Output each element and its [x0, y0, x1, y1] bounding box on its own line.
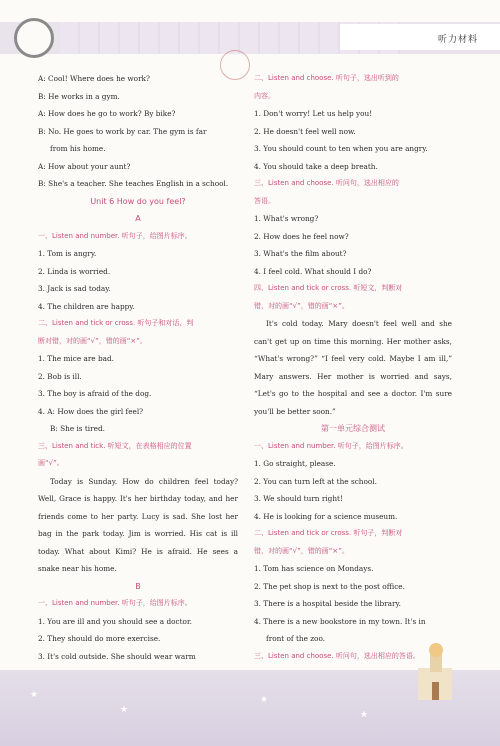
left-text-line: 2. Bob is ill. — [38, 371, 82, 381]
right-text-line: 错，对的画“√”，错的画“×”。 — [254, 546, 349, 555]
left-column — [38, 70, 238, 700]
left-text-line: 4. A: How does the girl feel? — [38, 406, 144, 416]
left-text-line: A: How about your aunt? — [38, 161, 131, 171]
right-text-line: 4. You should take a deep breath. — [254, 161, 378, 171]
left-text-line: 一、Listen and number. 听句子，给图片标序。 — [38, 231, 192, 240]
left-text-line: Unit 6 How do you feel? — [90, 196, 186, 206]
star-icon: ★ — [120, 705, 129, 715]
left-text-line: B: He works in a gym. — [38, 91, 120, 101]
left-text-line: 1. You are ill and you should see a doctor. — [38, 616, 192, 626]
right-text-line: 3. What's the film about? — [254, 249, 347, 258]
right-text-line: 2. The pet shop is next to the post office. — [254, 581, 405, 591]
left-text-line: 一、Listen and number. 听句子，给图片标序。 — [38, 599, 192, 607]
left-text-line: A — [135, 214, 141, 223]
right-text-line: 3. There is a hospital beside the library. — [254, 599, 401, 608]
right-text-line: 四、Listen and tick or cross. 听短文，判断对 — [254, 284, 403, 292]
left-text-line: A: How does he go to work? By bike? — [38, 109, 176, 118]
right-text-line: 答语。 — [254, 196, 275, 205]
left-text-line: 3. The boy is afraid of the dog. — [38, 389, 152, 398]
right-text-line: 1. Don't worry! Let us help you! — [254, 109, 373, 118]
right-text-line: It's cold today. Mary doesn't feel well and she can't get up on time this morning. Her mother asks, “What's wrong?” “I feel very cold. Maybe I am ill,” Mary answers. Her mother is worried and says, “Let's go to the hospital and see a doctor. I'm sure you'll be better soon.” — [254, 319, 452, 416]
left-text-line: B: She is tired. — [50, 424, 105, 433]
page-title: 听力材料 — [437, 35, 478, 45]
right-text-line: 2. How does he feel now? — [254, 231, 349, 241]
left-text-line: 二、Listen and tick or cross. 听句子和对话，判 — [38, 319, 194, 327]
right-text-line: 1. Go straight, please. — [254, 459, 336, 468]
left-text-line: B: No. He goes to work by car. The gym is far — [38, 126, 207, 136]
right-text-line: 二、Listen and tick or cross. 听句子，判断对 — [254, 529, 403, 537]
right-text-line: 4. I feel cold. What should I do? — [254, 266, 372, 276]
star-icon: ★ — [360, 710, 369, 720]
right-text-line: 二、Listen and choose. 听句子，选出听到的 — [254, 74, 399, 82]
right-text-line: 错，对的画“√”，错的画“×”。 — [254, 301, 349, 310]
left-text-line: from his home. — [50, 144, 106, 153]
left-text-line: Today is Sunday. How do children feel today? Well, Grace is happy. It's her birthday today, and her friends come to her party. Lucy is sad. She lost her bag in the park today. Jim is worried. His cat is ill today. What about Kimi? He is afraid. He sees a snake near his home. — [38, 476, 238, 573]
right-text-line: 三、Listen and choose. 听问句，选出相应的答语。 — [254, 651, 420, 660]
right-text-line: 3. You should count to ten when you are angry. — [254, 144, 428, 153]
right-text-line: 三、Listen and choose. 听问句，选出相应的 — [254, 179, 399, 187]
right-column — [254, 70, 452, 735]
right-text-line: 1. What's wrong? — [254, 214, 319, 223]
right-text-line: 4. He is looking for a science museum. — [254, 511, 398, 521]
right-text-line: 一、Listen and number. 听句子，给图片标序。 — [254, 441, 408, 450]
left-text-line: B — [135, 581, 141, 591]
left-text-line: 3. Jack is sad today. — [38, 284, 111, 293]
left-text-line: 2. They should do more exercise. — [38, 634, 161, 643]
right-text-line: front of the zoo. — [266, 634, 326, 643]
left-text-line: 断对错，对的画“√”，错的画“×”。 — [38, 336, 147, 345]
left-text-line: 2. Linda is worried. — [38, 266, 111, 276]
header-circle-icon — [14, 18, 54, 58]
right-text-line: 2. You can turn left at the school. — [254, 476, 377, 486]
left-text-line: 画“√”。 — [38, 459, 64, 467]
left-text-line: B: She's a teacher. She teaches English in a school. — [38, 179, 229, 188]
right-text-line: 4. There is a new bookstore in my town. It's in — [254, 616, 426, 626]
right-text-line: 1. Tom has science on Mondays. — [254, 564, 374, 573]
left-text-line: A: Cool! Where does he work? — [38, 74, 150, 83]
right-text-line: 第一单元综合测试 — [321, 424, 385, 433]
left-text-line: 1. The mice are bad. — [38, 354, 114, 363]
left-text-line: 三、Listen and tick. 听短文，在表格相应的位置 — [38, 441, 192, 450]
star-icon: ★ — [30, 690, 39, 700]
left-text-line: 3. It's cold outside. She should wear warm — [38, 651, 196, 661]
right-text-line: 2. He doesn't feel well now. — [254, 126, 356, 136]
left-text-line: 1. Tom is angry. — [38, 249, 97, 258]
right-text-line: 3. We should turn right! — [254, 494, 343, 503]
castle-icon — [410, 640, 460, 700]
right-text-line: 内容。 — [254, 91, 275, 100]
left-text-line: 4. The children are happy. — [38, 301, 135, 311]
star-icon: ★ — [260, 695, 269, 705]
